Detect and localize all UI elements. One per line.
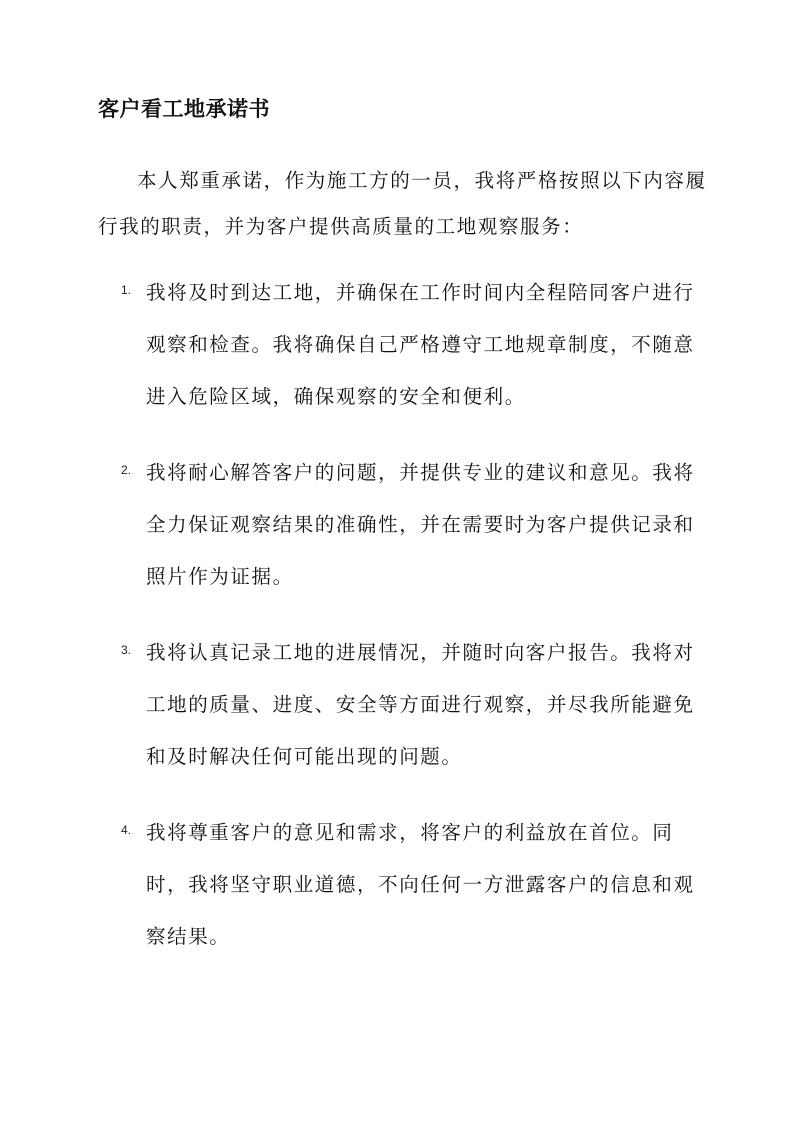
list-item-text: 我将耐心解答客户的问题，并提供专业的建议和意见。我将全力保证观察结果的准确性，并在需要时为客户提供记录和照片作为证据。 [146,461,695,588]
list-item-number: 3. [121,643,132,657]
list-item-number: 2. [121,463,132,477]
list-item-text: 我将尊重客户的意见和需求，将客户的利益放在首位。同时，我将坚守职业道德，不向任何一方泄露客户的信息和观察结果。 [146,821,695,948]
document-title: 客户看工地承诺书 [98,96,270,121]
list-item-text: 我将认真记录工地的进展情况，并随时向客户报告。我将对工地的质量、进度、安全等方面进行观察，并尽我所能避免和及时解决任何可能出现的问题。 [146,641,695,768]
list-item [0,627,800,783]
list-item-text: 我将及时到达工地，并确保在工作时间内全程陪同客户进行观察和检查。我将确保自己严格遵守工地规章制度，不随意进入危险区域，确保观察的安全和便利。 [146,281,695,408]
list-item [0,807,800,963]
list-item-number: 4. [121,823,132,837]
list-item-number: 1. [121,283,132,297]
list-item [0,447,800,603]
commitment-list [0,267,800,987]
list-item [0,267,800,423]
intro-paragraph: 本人郑重承诺，作为施工方的一员，我将严格按照以下内容履行我的职责，并为客户提供高质量的工地观察服务： [98,169,707,238]
